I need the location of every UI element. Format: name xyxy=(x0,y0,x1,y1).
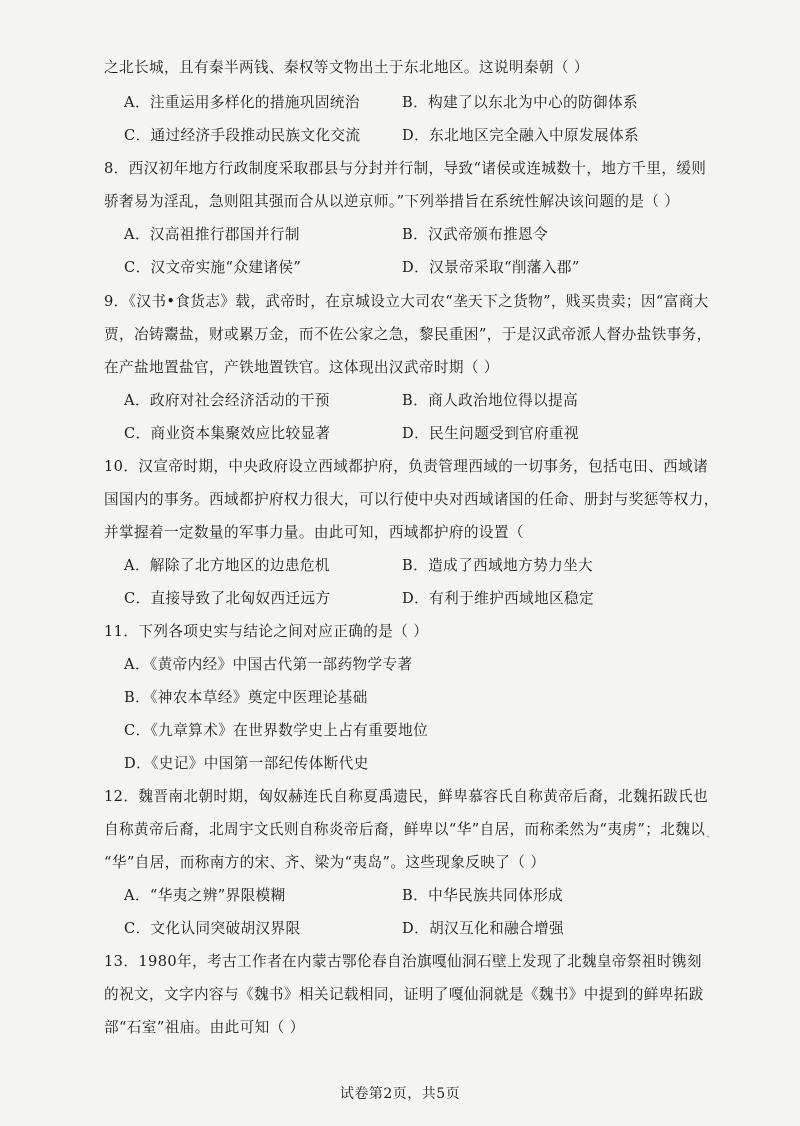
q8-option-a: A．汉高祖推行郡国并行制 xyxy=(124,226,300,243)
q11-option-b: B．《神农本草经》奠定中医理论基础 xyxy=(124,689,368,706)
q9-option-c: C．商业资本集聚效应比较显著 xyxy=(124,425,331,442)
q8-option-d: D．汉景帝采取“削藩入郡” xyxy=(402,259,580,276)
q9-option-d: D．民生问题受到官府重视 xyxy=(402,425,580,442)
q11-option-c: C．《九章算术》在世界数学史上占有重要地位 xyxy=(124,722,429,739)
q12-option-a: A．“华夷之辨”界限模糊 xyxy=(124,887,286,904)
q9-stem-line-2: 贾，冶铸鬻盐，财或累万金，而不佐公家之急，黎民重困”，于是汉武帝派人督办盐铁事务， xyxy=(104,326,712,343)
q9-option-a: A．政府对社会经济活动的干预 xyxy=(124,392,330,409)
q12-option-c: C．文化认同突破胡汉界限 xyxy=(124,920,301,937)
q10-stem-line-2: 国国内的事务。西域都护府权力很大，可以行使中央对西域诸国的任命、册封与奖惩等权力， xyxy=(104,491,719,508)
q12-option-b: B．中华民族共同体形成 xyxy=(402,887,564,904)
q11-option-d: D．《史记》中国第一部纪传体断代史 xyxy=(124,755,369,772)
q12-stem-line-3: “华”自居，而称南方的宋、齐、梁为“夷岛”。这些现象反映了（ ） xyxy=(104,854,546,871)
q11-stem: 11．下列各项史实与结论之间对应正确的是（ ） xyxy=(104,623,429,640)
q9-option-b: B．商人政治地位得以提高 xyxy=(402,392,579,409)
q7-option-d: D．东北地区完全融入中原发展体系 xyxy=(402,127,640,144)
q10-option-b: B．造成了西域地方势力坐大 xyxy=(402,557,594,574)
q10-option-d: D．有利于维护西域地区稳定 xyxy=(402,590,595,607)
q8-stem-line-1: 8．西汉初年地方行政制度采取郡县与分封并行制，导致“诸侯或连城数十，地方千里，缓则 xyxy=(104,160,707,177)
q13-stem-line-3: 部“石室”祖庙。由此可知（ ） xyxy=(104,1019,305,1036)
q8-option-c: C．汉文帝实施“众建诸侯” xyxy=(124,259,302,276)
q10-stem-line-1: 10．汉宣帝时期，中央政府设立西域都护府，负责管理西域的一切事务，包括屯田、西域诸 xyxy=(104,458,709,475)
q9-stem-line-1: 9．《汉书•食货志》载，武帝时，在京城设立大司农“垄天下之货物”，贱买贵卖；因“富商大 xyxy=(104,293,709,310)
q12-option-d: D．胡汉互化和融合增强 xyxy=(402,920,565,937)
stray-mark: ˎ xyxy=(706,824,710,838)
q7-stem-continuation: 之北长城，且有秦半两钱、秦权等文物出土于东北地区。这说明秦朝（ ） xyxy=(104,59,589,76)
q11-option-a: A．《黄帝内经》中国古代第一部药物学专著 xyxy=(124,656,413,673)
q7-option-a: A．注重运用多样化的措施巩固统治 xyxy=(124,94,360,111)
q13-stem-line-2: 的祝文，文字内容与《魏书》相关记载相同，证明了嘎仙洞就是《魏书》中提到的鲜卑拓跋 xyxy=(104,986,704,1003)
q8-stem-line-2: 骄奢易为淫乱，急则阻其强而合从以逆京师。”下列举措旨在系统性解决该问题的是（ ） xyxy=(104,193,680,210)
page-footer: 试卷第2页，共5页 xyxy=(339,1086,461,1102)
q10-option-c: C．直接导致了北匈奴西迁远方 xyxy=(124,590,331,607)
q7-option-c: C．通过经济手段推动民族文化交流 xyxy=(124,127,361,144)
q8-option-b: B．汉武帝颁布推恩令 xyxy=(402,226,549,243)
q12-stem-line-2: 自称黄帝后裔，北周宇文氏则自称炎帝后裔，鲜卑以“华”自居，而称柔然为“夷虏”；北魏以 xyxy=(104,821,706,838)
q13-stem-line-1: 13．1980年，考古工作者在内蒙古鄂伦春自治旗嘎仙洞石壁上发现了北魏皇帝祭祖时镌刻 xyxy=(104,953,702,970)
q7-option-b: B．构建了以东北为中心的防御体系 xyxy=(402,94,639,111)
q10-stem-line-3: 并掌握着一定数量的军事力量。由此可知，西域都护府的设置（ xyxy=(104,524,524,541)
q12-stem-line-1: 12．魏晋南北朝时期，匈奴赫连氏自称夏禹遗民，鲜卑慕容氏自称黄帝后裔，北魏拓跋氏也 xyxy=(104,788,709,805)
q9-stem-line-3: 在产盐地置盐官，产铁地置铁官。这体现出汉武帝时期（ ） xyxy=(104,359,499,376)
q10-option-a: A．解除了北方地区的边患危机 xyxy=(124,557,330,574)
